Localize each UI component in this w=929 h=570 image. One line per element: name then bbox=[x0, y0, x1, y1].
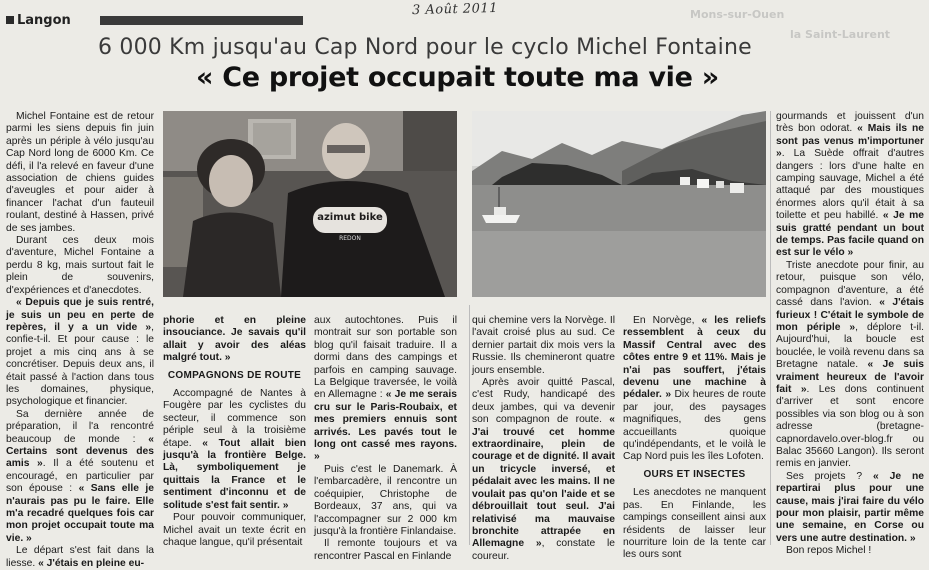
column-3 bbox=[314, 315, 457, 562]
paragraph-text: Michel Fontaine est de retour parmi les siens depuis fin juin après un périple à vélo jusqu'au Cap Nord long de 6000 Km. Ce défi, il l'a relevé en faveur d'une association de chiens guides d'aveugles et pour aider à financer l'achat d'un fauteuil roulant, destiné à Hassen, privé de ses jambes. bbox=[6, 111, 154, 234]
photo-fjord bbox=[472, 111, 766, 297]
shirt-print-small: REDON bbox=[339, 235, 361, 242]
paragraph bbox=[623, 315, 766, 464]
paragraph-text: En Norvège, bbox=[633, 315, 702, 326]
column-4 bbox=[472, 315, 615, 562]
quote-text: « Je me serais cru sur le Paris-Roubaix, et mes premiers ennuis sont arrivés. Les pavés tout le long ont cassé mes rayons. » bbox=[314, 389, 457, 463]
section-heading: OURS ET INSECTES bbox=[643, 468, 746, 480]
paragraph bbox=[472, 315, 615, 377]
section-rubric bbox=[6, 13, 71, 27]
paragraph bbox=[6, 297, 154, 409]
paragraph bbox=[163, 315, 306, 365]
bleed-through-text: Mons-sur-Ouen bbox=[690, 8, 785, 21]
column-rule bbox=[469, 305, 470, 545]
quote-text: phorie et en pleine insouciance. Je savais qu'il allait y avoir des aléas malgré tout. » bbox=[163, 315, 306, 364]
paragraph bbox=[6, 235, 154, 297]
quote-text: « J'ai trouvé cet homme extraordinaire, plein de courage et de dignité. Il avait un tricycle inversé, et pédalait avec les mains. Il ne voulait pas qu'on l'aide et se débrouillait tout seul. J'ai relativisé ma mauvaise bronchite attrapée en Allemagne » bbox=[472, 414, 615, 550]
paragraph-text: , constate le coureur. bbox=[472, 538, 615, 562]
paragraph bbox=[776, 111, 924, 260]
paragraph-text: Bon repos Michel ! bbox=[786, 545, 872, 557]
paragraph bbox=[314, 538, 457, 563]
photo-fjord-drawing bbox=[472, 111, 766, 297]
column-6 bbox=[776, 111, 925, 557]
paragraph bbox=[776, 545, 924, 557]
paragraph bbox=[6, 111, 154, 235]
column-rule bbox=[770, 111, 771, 545]
shirt-print: azimut bike bbox=[317, 212, 383, 223]
quote-text: « Depuis que je suis rentré, je suis un peu en perte de repères, il y a un vide » bbox=[6, 297, 154, 333]
quote-text: « Mais ils ne sont pas venus m'importuner » bbox=[776, 123, 924, 160]
quote-text: « Je suis vraiment heureux de l'avoir fait » bbox=[776, 359, 924, 395]
paragraph-text: Triste anecdote pour finir, au retour, puisque son vélo, compagnon d'aventure, a été cassé dans l'avion. bbox=[776, 259, 924, 309]
photo-couple-drawing bbox=[163, 111, 457, 297]
quote-text: « Sans elle je n'aurais pas pu le faire. Elle m'a recadré quelques fois car mon projet occupait toute ma vie. » bbox=[6, 483, 155, 544]
paragraph bbox=[776, 260, 924, 471]
paragraph-text: , confie-t-il. Et pour cause : le projet a mis cinq ans à se concrétiser. Depuis deux ans, il était passé à l'action dans tous les domaines, physique, psychologique et financier. bbox=[6, 321, 154, 408]
column-2 bbox=[163, 315, 306, 547]
quote-text: « Je ne repartirai plus pour une cause, mais j'irai faire du vélo pour mon plaisir, partir même une semaine, en Corse ou vers une autre destination. » bbox=[776, 470, 924, 544]
quote-text: « J'étais furieux ! C'était le symbole de mon périple » bbox=[776, 297, 925, 333]
paragraph bbox=[6, 545, 154, 570]
paragraph bbox=[623, 487, 766, 561]
rubric-label: Langon bbox=[17, 12, 71, 28]
column-1 bbox=[6, 111, 155, 569]
quote-text: « Certains sont devenus des amis » bbox=[6, 433, 154, 470]
paragraph-text: Après avoir quitté Pascal, c'est Rudy, handicapé des deux jambes, qui va devenir son compagnon de route. bbox=[472, 377, 615, 426]
paragraph bbox=[314, 464, 457, 538]
paragraph bbox=[776, 471, 924, 545]
paragraph bbox=[163, 512, 306, 549]
quote-text: « Tout allait bien jusqu'à la frontière Belge. Là, symboliquement je quittais la France et le sentiment d'inconnu et de solitude s'est fait sentir. » bbox=[163, 437, 306, 511]
paragraph-text: Pour pouvoir communiquer, Michel avait un texte écrit en chaque langue, qu'il présentait bbox=[163, 512, 306, 548]
paragraph-text: Accompagné de Nantes à Fougère par les cyclistes du secteur, il commence son périple seul à la troisième étape. bbox=[163, 388, 306, 449]
paragraph-text: qui chemine vers la Norvège. Il l'avait croisé plus au sud. Ce dernier partait dix mois vers la Russie. Ils chemineront quatre jours ensemble. bbox=[472, 315, 615, 376]
article-headline: « Ce projet occupait toute ma vie » bbox=[196, 62, 719, 93]
paragraph bbox=[163, 388, 306, 512]
quote-text: « Je me suis gratté pendant un bout de temps. Pas facile quand on est sur le vélo » bbox=[776, 210, 924, 259]
paragraph-text: Le départ s'est fait dans la liesse. bbox=[6, 545, 154, 569]
photo-couple bbox=[163, 111, 457, 297]
paragraph-text: aux autochtones. Puis il montrait sur son portable son blog qu'il faisait traduire. Il a dormi dans des campings et parfois en camping sauvage. La Belgique traversée, le voilà en Allemagne : bbox=[314, 315, 457, 401]
column-5 bbox=[623, 315, 766, 561]
section-heading: COMPAGNONS DE ROUTE bbox=[167, 369, 302, 381]
rubric-square bbox=[6, 16, 14, 24]
quote-text: « J'étais en pleine eu- bbox=[38, 557, 145, 569]
rubric-bar bbox=[100, 16, 303, 25]
paragraph-text: Ses projets ? bbox=[786, 470, 874, 482]
paragraph-text: Les anecdotes ne manquent pas. En Finlande, les campings conseillent ainsi aux résidents de laisser leur nourriture loin de la tente car les ours sont bbox=[623, 487, 766, 561]
quote-text: « les reliefs ressemblent à ceux du Massif Central avec des côtes entre 9 et 11%. Mais je n'ai pas souffert, j'étais devenu une machine à pédaler. » bbox=[623, 315, 766, 401]
paragraph-text: Il remonte toujours et va rencontrer Pascal en Finlande bbox=[314, 538, 457, 562]
handwritten-date: 3 Août 2011 bbox=[411, 0, 499, 19]
paragraph-text: , déplore t-il. Aujourd'hui, la boucle est bouclée, le voilà revenu dans sa Bretagne natale. bbox=[776, 321, 924, 371]
paragraph bbox=[314, 315, 457, 464]
paragraph-text: . Les dons continuent d'arriver et sont encore possibles via son blog ou à son adresse (bretagne-capnordavelo.over-blog.fr ou Balac 35660 Langon). Ils seront remis en janvier. bbox=[776, 383, 924, 470]
paragraph bbox=[472, 377, 615, 563]
paragraph-text: . La Suède offrait d'autres dangers : lors d'une halte en camping sauvage, Michel a été attaqué par des moustiques énormes alors qu'il était à sa toilette et peu habillé. bbox=[776, 148, 924, 222]
bleed-through-text-2: la Saint-Laurent bbox=[790, 28, 891, 41]
paragraph-text: gourmands et jouissent d'un très bon odorat. bbox=[776, 111, 924, 135]
paragraph bbox=[6, 409, 154, 545]
paragraph-text: Puis c'est le Danemark. À l'embarcadère, il rencontre un coéquipier, Christophe de Bordeaux, 37 ans, qui va l'accompagner sur 2 000 km jusqu'à la frontière Finlandaise. bbox=[314, 463, 457, 537]
paragraph-text: Sa dernière année de préparation, il l'a rencontré beaucoup de monde : bbox=[6, 408, 154, 445]
paragraph-text: Durant ces deux mois d'aventure, Michel Fontaine a perdu 8 kg, mais surtout fait le plein de souvenirs, d'expériences et d'anecdotes. bbox=[6, 235, 154, 296]
paragraph-text: . Il a été soutenu et encouragé, en particulier par son épouse : bbox=[6, 458, 154, 495]
article-subhead: 6 000 Km jusqu'au Cap Nord pour le cyclo Michel Fontaine bbox=[98, 35, 752, 60]
paragraph-text: Dix heures de route par jour, des paysages magnifiques, des gens accueillants quoique qu'indépendants, et le voilà le Cap Nord puis les îles Lofoten. bbox=[623, 389, 766, 463]
